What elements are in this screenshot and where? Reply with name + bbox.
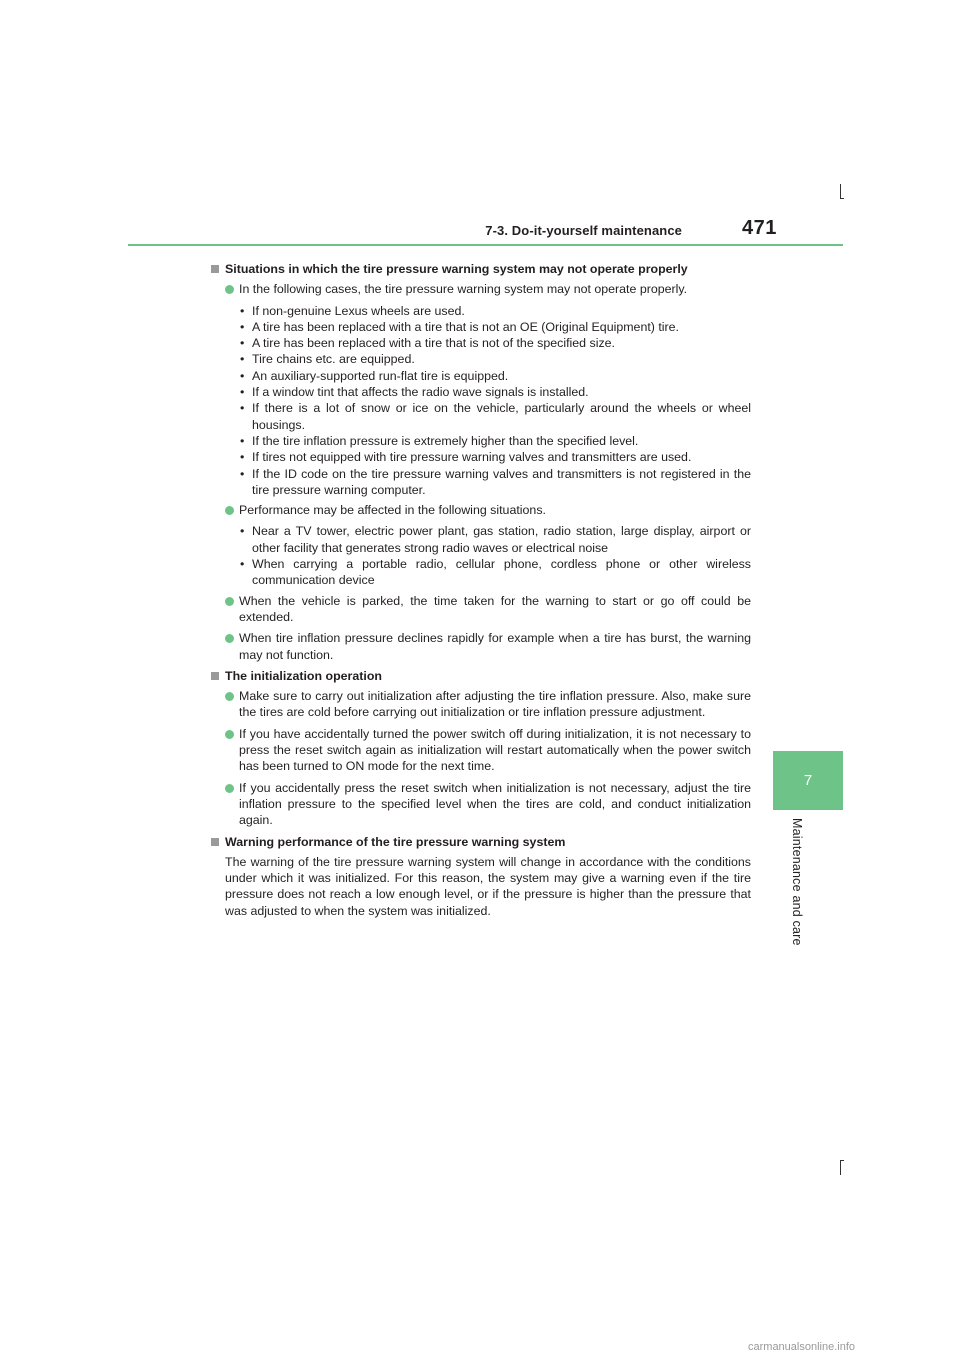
bullet-text: If you accidentally press the reset switch when initialization is not necessary, adjust the tire inflation pressure to the specified level when the tires are cold, and conduct initialization again. — [239, 780, 751, 828]
section-heading-text: Warning performance of the tire pressure warning system — [225, 834, 566, 849]
sub-bullet-icon: • — [240, 450, 245, 465]
sub-list-item-text: If tires not equipped with tire pressure warning valves and transmitters are used. — [252, 450, 692, 465]
sub-list-item-text: Tire chains etc. are equipped. — [252, 352, 415, 367]
bullet-item — [211, 630, 751, 663]
sub-list-item — [211, 351, 751, 367]
sub-list — [211, 523, 751, 588]
section-title: 7-3. Do-it-yourself maintenance — [485, 223, 682, 238]
bullet-dot-icon — [225, 634, 234, 643]
sub-list-item — [211, 384, 751, 400]
bullet-text: If you have accidentally turned the power switch off during initialization, it is not necessary to press the reset switch again as initialization will restart automatically when the power switch has been turned to ON mode for the next time. — [239, 726, 751, 774]
sub-list-item-text: A tire has been replaced with a tire that is not an OE (Original Equipment) tire. — [252, 319, 680, 334]
sub-bullet-icon: • — [240, 336, 245, 351]
page-content — [211, 256, 751, 919]
section-heading-text: The initialization operation — [225, 668, 382, 683]
sub-bullet-icon: • — [240, 557, 245, 572]
bullet-text: Performance may be affected in the following situations. — [239, 503, 546, 518]
section-paragraph: The warning of the tire pressure warning system will change in accordance with the conditions under which it was initialized. For this reason, the system may give a warning even if the tire pressure does not reach a low enough level, or if the pressure is higher than the pressure that was adjusted to when the system was initialized. — [225, 854, 751, 918]
bullet-item — [211, 593, 751, 626]
sub-list-item — [211, 335, 751, 351]
sub-bullet-icon: • — [240, 303, 245, 318]
sub-list-item — [211, 368, 751, 384]
section-heading — [211, 834, 751, 850]
square-marker-icon — [211, 672, 219, 680]
square-marker-icon — [211, 265, 219, 273]
sub-bullet-icon: • — [240, 433, 245, 448]
bullet-dot-icon — [225, 506, 234, 515]
bullet-item — [211, 688, 751, 721]
bullet-item — [211, 726, 751, 775]
bullet-dot-icon — [225, 730, 234, 739]
crop-mark-top — [840, 184, 841, 199]
bullet-dot-icon — [225, 597, 234, 606]
crop-mark-bottom-tick — [840, 1160, 844, 1161]
bullet-text: When tire inflation pressure declines rapidly for example when a tire has burst, the warning may not function. — [239, 631, 751, 662]
sub-list-item-text: A tire has been replaced with a tire that is not of the specified size. — [252, 336, 615, 351]
bullet-text: Make sure to carry out initialization after adjusting the tire inflation pressure. Also, make sure the tires are cold before carrying out initialization or tire inflation pressure adjustment. — [239, 689, 751, 720]
bullet-dot-icon — [225, 285, 234, 294]
watermark: carmanualsonline.info — [748, 1341, 856, 1353]
sub-list-item-text: When carrying a portable radio, cellular phone, cordless phone or other wireless communication device — [252, 557, 751, 588]
bullet-item — [211, 502, 751, 518]
sub-bullet-icon: • — [240, 319, 245, 334]
bullet-text: In the following cases, the tire pressure warning system may not operate properly. — [239, 282, 688, 297]
crop-mark-bottom — [840, 1160, 841, 1175]
section-heading — [211, 261, 751, 277]
sub-bullet-icon: • — [240, 466, 245, 481]
section-heading-text: Situations in which the tire pressure warning system may not operate properly — [225, 262, 688, 276]
sub-list-item-text: If the ID code on the tire pressure warning valves and transmitters is not registered in the tire pressure warning computer. — [252, 466, 751, 497]
sub-list-item — [211, 433, 751, 449]
sub-bullet-icon: • — [240, 385, 245, 400]
sub-list-item — [211, 523, 751, 556]
sub-list-item-text: If a window tint that affects the radio wave signals is installed. — [252, 385, 589, 400]
chapter-tab[interactable]: 7 — [773, 751, 843, 810]
sub-list-item — [211, 303, 751, 319]
sub-list-item — [211, 556, 751, 589]
header-rule — [128, 244, 843, 246]
bullet-item — [211, 281, 751, 297]
sub-list-item-text: If there is a lot of snow or ice on the vehicle, particularly around the wheels or wheel housings. — [252, 401, 751, 432]
sub-list-item-text: If the tire inflation pressure is extremely higher than the specified level. — [252, 433, 639, 448]
sub-list — [211, 303, 751, 499]
bullet-item — [211, 780, 751, 829]
section-heading — [211, 668, 751, 684]
sub-list-item-text: An auxiliary-supported run-flat tire is equipped. — [252, 368, 509, 383]
chapter-title: Maintenance and care — [790, 818, 804, 946]
sub-bullet-icon: • — [240, 352, 245, 367]
bullet-text: When the vehicle is parked, the time taken for the warning to start or go off could be extended. — [239, 593, 751, 624]
sub-bullet-icon: • — [240, 401, 245, 416]
sub-bullet-icon: • — [240, 368, 245, 383]
sub-bullet-icon: • — [240, 524, 245, 539]
page-number: 471 — [742, 217, 777, 239]
sub-list-item — [211, 466, 751, 499]
sub-list-item — [211, 449, 751, 465]
sub-list-item — [211, 400, 751, 433]
crop-mark-top-tick — [840, 198, 844, 199]
bullet-dot-icon — [225, 692, 234, 701]
bullet-dot-icon — [225, 784, 234, 793]
sub-list-item — [211, 319, 751, 335]
sub-list-item-text: Near a TV tower, electric power plant, gas station, radio station, large display, airport or other facility that generates strong radio waves or electrical noise — [252, 524, 751, 555]
sub-list-item-text: If non-genuine Lexus wheels are used. — [252, 303, 465, 318]
square-marker-icon — [211, 838, 219, 846]
